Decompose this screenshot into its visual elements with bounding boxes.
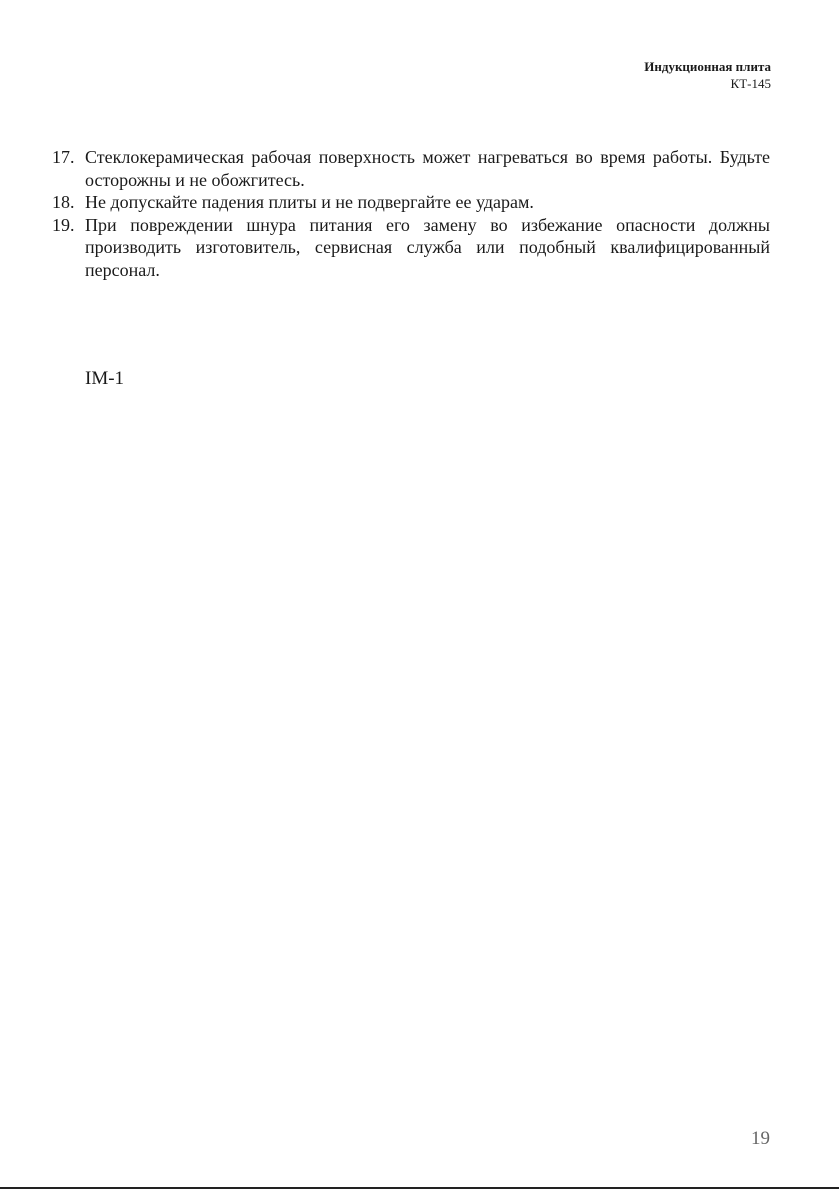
item-number: 17. xyxy=(52,147,75,167)
safety-instructions-list xyxy=(52,146,770,281)
item-text: Стеклокерамическая рабочая поверхность может нагреваться во время работы. Будьте осторожны и не обожгитесь. xyxy=(85,147,770,190)
list-item xyxy=(52,214,770,282)
item-number: 18. xyxy=(52,192,75,212)
product-model: КТ-145 xyxy=(730,76,771,91)
item-text: Не допускайте падения плиты и не подвергайте ее ударам. xyxy=(85,192,534,212)
item-text: При повреждении шнура питания его замену во избежание опасности должны производить изготовитель, сервисная служба или подобный квалифицированный персонал. xyxy=(85,214,770,280)
item-number: 19. xyxy=(52,214,75,235)
bottom-divider xyxy=(0,1187,839,1189)
page-number: 19 xyxy=(751,1128,770,1149)
product-title: Индукционная плита xyxy=(644,59,771,74)
list-item xyxy=(52,191,770,214)
document-code: IM-1 xyxy=(85,368,125,389)
list-item xyxy=(52,146,770,191)
page-header xyxy=(644,58,771,92)
